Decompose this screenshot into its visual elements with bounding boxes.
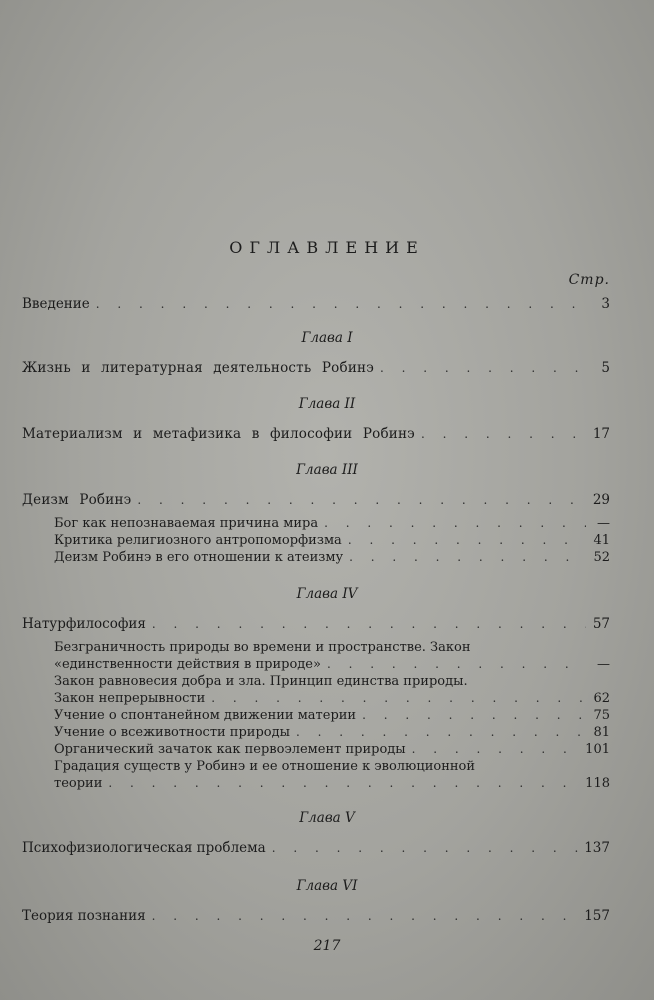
toc-subentry[interactable] (54, 533, 610, 548)
leader-dots (421, 427, 586, 441)
toc-entry-title: Бог как непознаваемая причина мира (54, 516, 319, 531)
chapter-label: Глава II (298, 396, 356, 412)
leader-dots (211, 691, 586, 705)
toc-entry-page: 29 (592, 492, 610, 508)
leader-dots (137, 493, 586, 507)
toc-entry-title: Теория познания (22, 908, 146, 924)
toc-entry-title: Органический зачаток как первоэлемент природы (54, 742, 406, 757)
toc-entry-ch6[interactable] (22, 908, 610, 924)
toc-entry-title: Натурфилософия (22, 616, 146, 632)
toc-entry-ch5[interactable] (22, 840, 610, 856)
toc-subentry-line: Градация существ у Робинэ и ее отношение к эволюционной (54, 759, 476, 774)
toc-entry-page: 41 (593, 533, 610, 548)
toc-entry-title: Деизм Робинэ (22, 492, 132, 508)
leader-dots (272, 841, 579, 855)
toc-entry-title: Жизнь и литературная деятельность Робинэ (22, 360, 374, 376)
toc-subentry[interactable] (54, 550, 610, 565)
toc-entry-ch1[interactable] (22, 360, 610, 376)
page-number: 217 (313, 938, 341, 954)
leader-dots (152, 909, 579, 923)
toc-entry-title: Учение о спонтанейном движении материи (54, 708, 357, 723)
leader-dots (380, 361, 586, 375)
toc-entry-page: 17 (592, 426, 610, 442)
toc-entry-ch4[interactable] (22, 616, 610, 632)
toc-subentry-line: Безграничность природы во времени и пространстве. Закон (54, 640, 471, 655)
chapter-label: Глава V (299, 810, 355, 826)
toc-entry-page: 101 (585, 742, 610, 757)
toc-entry-page: 3 (601, 296, 610, 312)
toc-entry-ch3[interactable] (22, 492, 610, 508)
toc-entry-title: Материализм и метафизика в философии Робинэ (22, 426, 415, 442)
leader-dots (152, 617, 586, 631)
toc-entry-page: 137 (584, 840, 610, 856)
toc-subentry[interactable] (54, 516, 610, 531)
toc-entry-ch2[interactable] (22, 426, 610, 442)
toc-entry-page: 75 (593, 708, 610, 723)
toc-subentry-line: Закон равновесия добра и зла. Принцип единства природы. (54, 674, 468, 689)
toc-entry-page: — (597, 516, 610, 531)
toc-entry-page: 52 (593, 550, 610, 565)
leader-dots (349, 550, 586, 564)
toc-entry-intro[interactable] (22, 296, 610, 312)
toc-entry-title: «единственности действия в природе» (54, 657, 321, 672)
leader-dots (324, 516, 586, 530)
page-column-label: Стр. (568, 272, 610, 288)
toc-entry-title: Деизм Робинэ в его отношении к атеизму (54, 550, 344, 565)
toc-entry-title: Критика религиозного антропоморфизма (54, 533, 342, 548)
toc-subentry[interactable] (54, 691, 610, 706)
chapter-label: Глава IV (296, 586, 358, 602)
toc-entry-page: 81 (593, 725, 610, 740)
toc-subentry[interactable] (54, 725, 610, 740)
chapter-label: Глава III (296, 462, 358, 478)
leader-dots (108, 776, 579, 790)
toc-subentry[interactable] (54, 776, 610, 791)
toc-entry-title: Учение о всеживотности природы (54, 725, 290, 740)
leader-dots (96, 297, 586, 311)
toc-entry-title: Психофизиологическая проблема (22, 840, 266, 856)
toc-heading: ОГЛАВЛЕНИЕ (229, 238, 425, 257)
chapter-label: Глава I (301, 330, 353, 346)
toc-entry-page: 118 (585, 776, 610, 791)
toc-subentry[interactable] (54, 742, 610, 757)
leader-dots (412, 742, 580, 756)
toc-entry-page: — (597, 657, 610, 672)
toc-entry-title: Введение (22, 296, 90, 312)
chapter-label: Глава VI (296, 878, 358, 894)
leader-dots (348, 533, 586, 547)
toc-entry-page: 5 (601, 360, 610, 376)
toc-subentry[interactable] (54, 657, 610, 672)
toc-entry-page: 62 (593, 691, 610, 706)
leader-dots (296, 725, 586, 739)
toc-entry-title: Закон непрерывности (54, 691, 206, 706)
leader-dots (327, 657, 586, 671)
toc-subentry[interactable] (54, 708, 610, 723)
toc-entry-page: 157 (584, 908, 610, 924)
toc-entry-page: 57 (592, 616, 610, 632)
leader-dots (362, 708, 586, 722)
toc-entry-title: теории (54, 776, 103, 791)
